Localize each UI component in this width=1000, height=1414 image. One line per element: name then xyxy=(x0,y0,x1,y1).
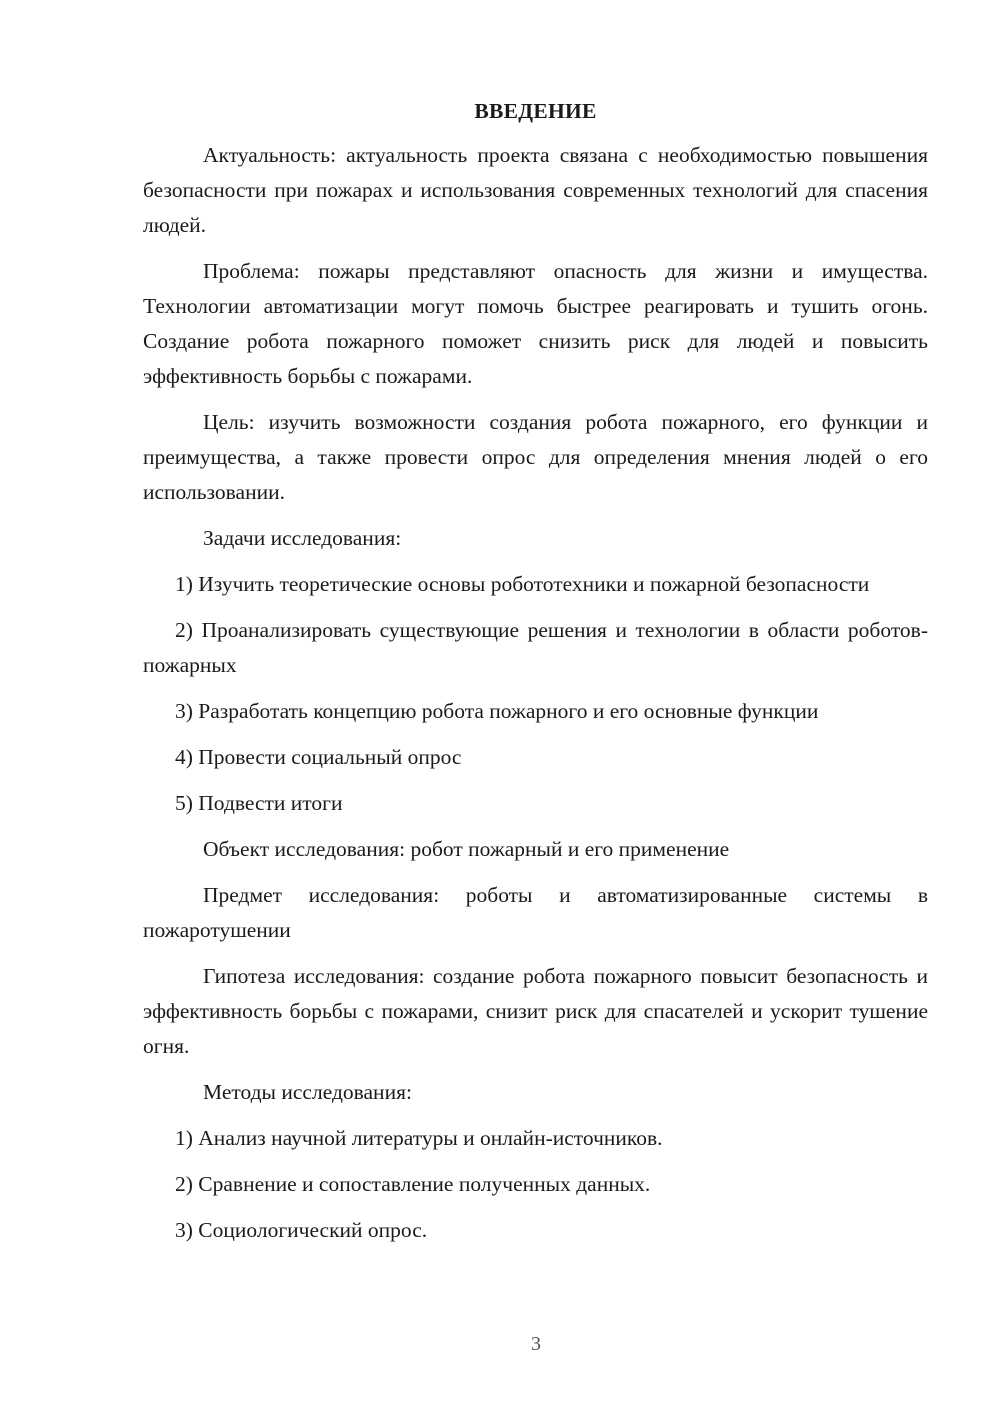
paragraph-object: Объект исследования: робот пожарный и его применение xyxy=(203,837,730,861)
paragraph-relevance: Актуальность: актуальность проекта связана с необходимостью повышения безопасности при пожарах и использования современных технологий для спасения людей. xyxy=(143,143,928,237)
document-page xyxy=(143,96,928,1259)
method-item: 2) Сравнение и сопоставление полученных данных. xyxy=(175,1172,651,1196)
method-item: 1) Анализ научной литературы и онлайн-источников. xyxy=(175,1126,663,1150)
paragraph-hypothesis: Гипотеза исследования: создание робота пожарного повысит безопасность и эффективность борьбы с пожарами, снизит риск для спасателей и ускорит тушение огня. xyxy=(143,964,928,1058)
page-number: 3 xyxy=(531,1333,541,1355)
page-title: ВВЕДЕНИЕ xyxy=(474,99,597,123)
paragraph-subject: Предмет исследования: роботы и автоматизированные системы в пожаротушении xyxy=(143,883,928,942)
task-item: 2) Проанализировать существующие решения и технологии в области роботов-пожарных xyxy=(143,618,928,677)
method-item: 3) Социологический опрос. xyxy=(175,1218,428,1242)
task-item: 5) Подвести итоги xyxy=(175,791,343,815)
paragraph-problem: Проблема: пожары представляют опасность для жизни и имущества. Технологии автоматизации могут помочь быстрее реагировать и тушить огонь. Создание робота пожарного поможет снизить риск для людей и повысить эффективность борьбы с пожарами. xyxy=(143,259,928,388)
paragraph-tasks-heading: Задачи исследования: xyxy=(203,526,402,550)
paragraph-goal: Цель: изучить возможности создания робота пожарного, его функции и преимущества, а также провести опрос для определения мнения людей о его использовании. xyxy=(143,410,928,504)
paragraph-methods-heading: Методы исследования: xyxy=(203,1080,412,1104)
task-item: 4) Провести социальный опрос xyxy=(175,745,462,769)
task-item: 3) Разработать концепцию робота пожарного и его основные функции xyxy=(175,699,819,723)
task-item: 1) Изучить теоретические основы робототехники и пожарной безопасности xyxy=(175,572,870,596)
